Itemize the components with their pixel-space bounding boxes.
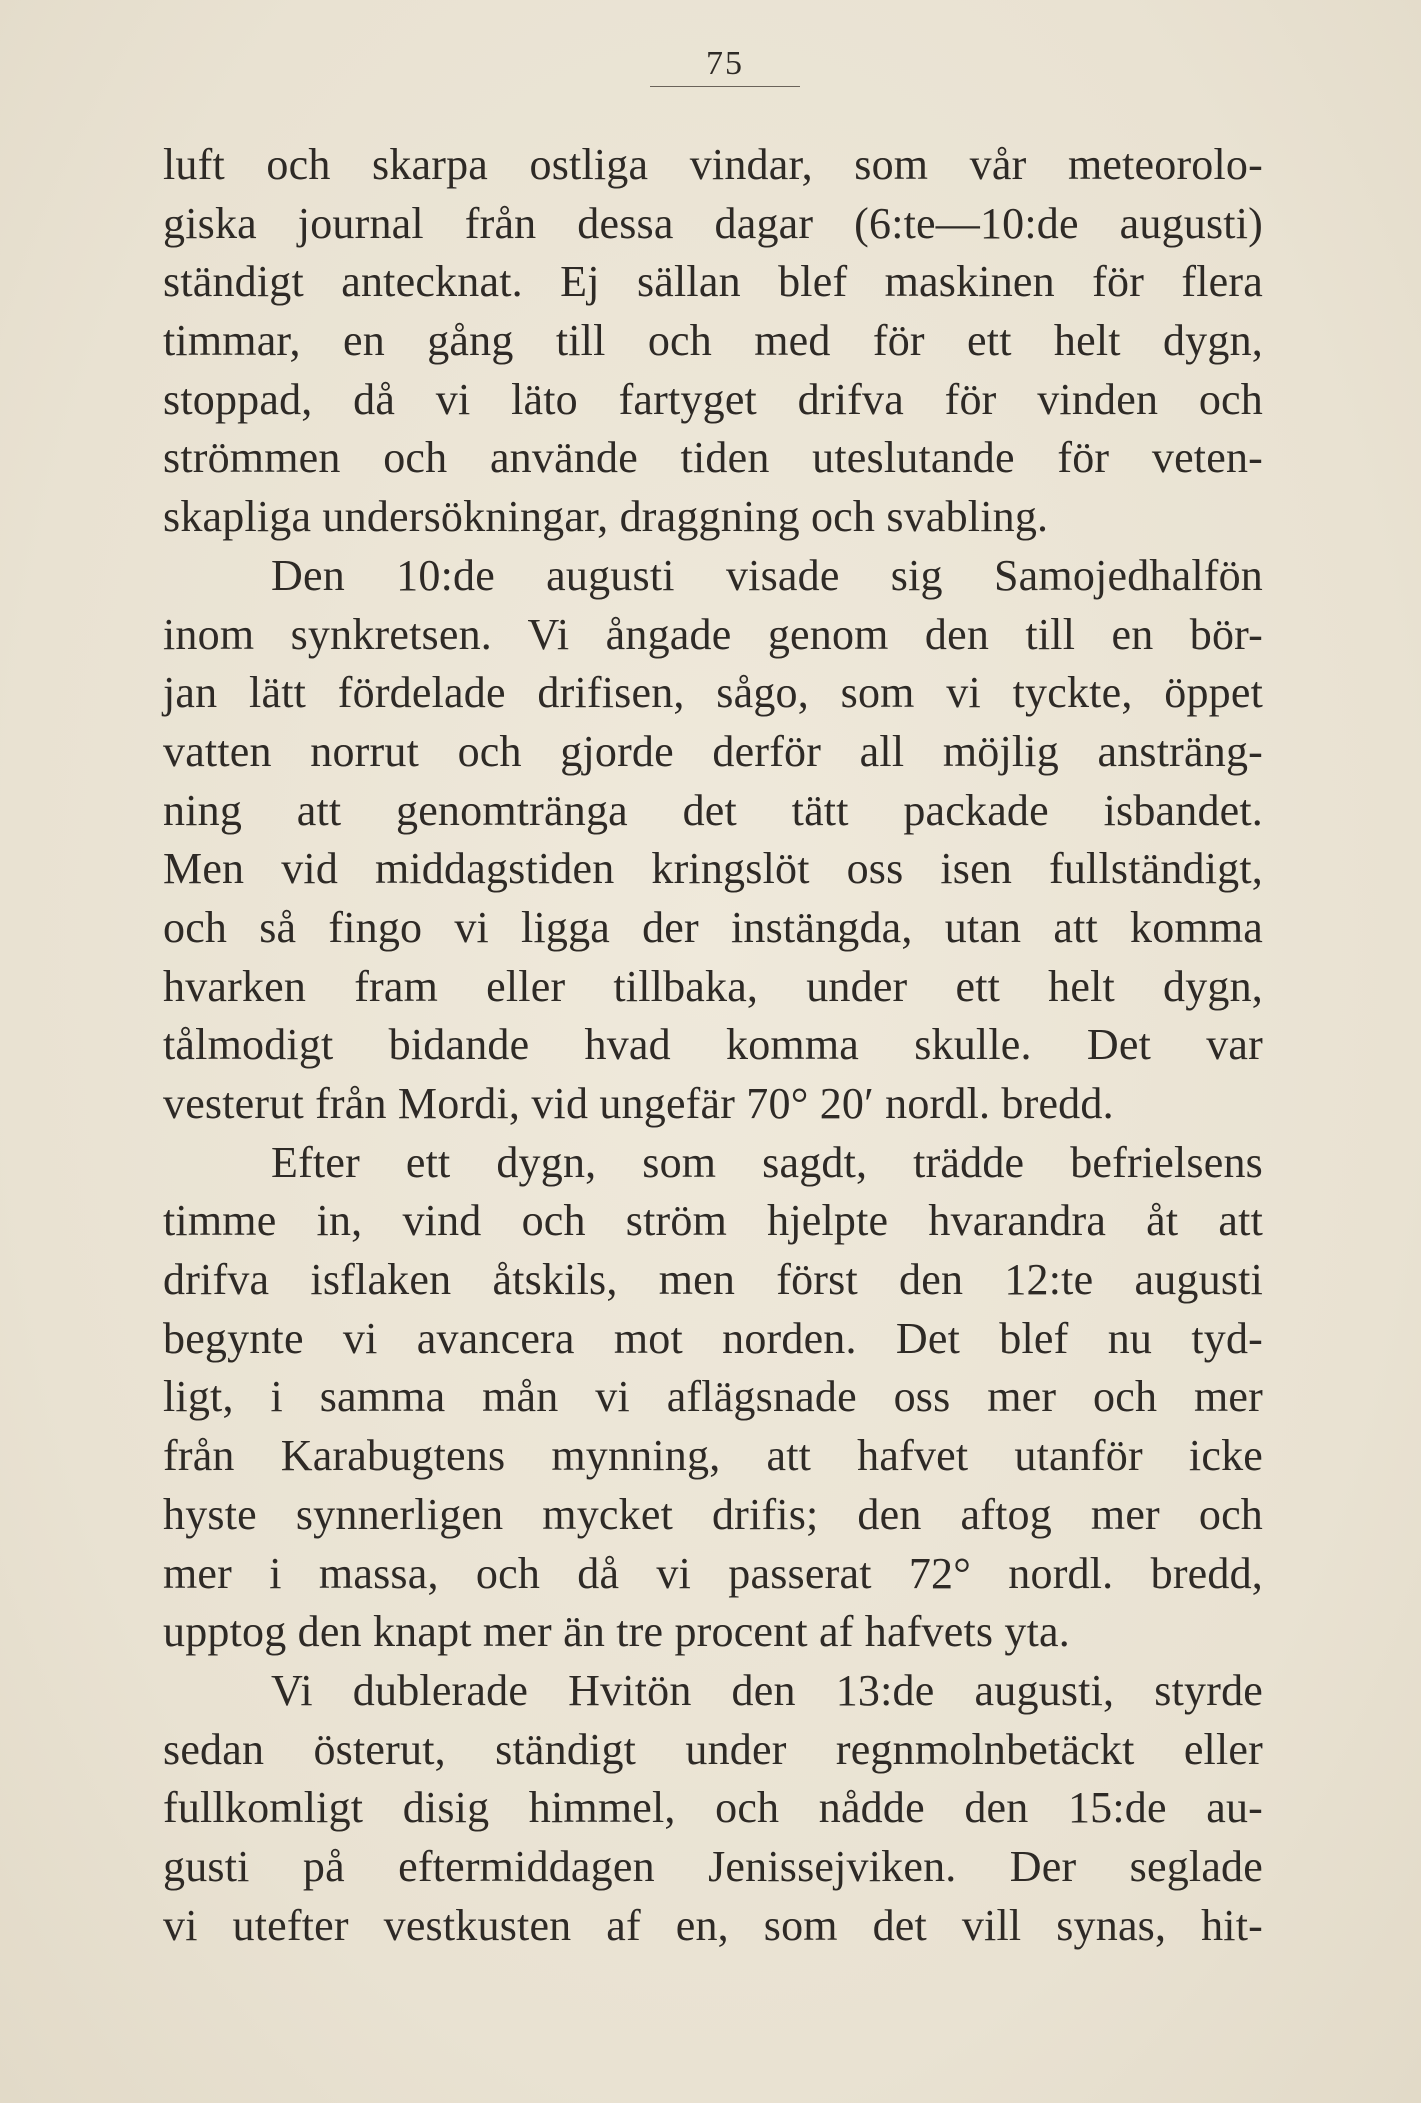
text-line: upptog den knapt mer än tre procent af hafvets yta. <box>163 1607 1070 1657</box>
text-line: begynte vi avancera mot norden. Det blef nu tyd- <box>163 1313 1263 1363</box>
text-line: ständigt antecknat. Ej sällan blef maskinen för flera <box>163 257 1263 307</box>
text-line: vi utefter vestkusten af en, som det vill synas, hit- <box>163 1900 1263 1950</box>
text-line: giska journal från dessa dagar (6:te—10:de augusti) <box>163 198 1263 248</box>
text-line: Efter ett dygn, som sagdt, trädde befrielsens <box>271 1137 1263 1187</box>
text-line: vatten norrut och gjorde derför all möjlig ansträng- <box>163 726 1263 776</box>
text-line: fullkomligt disig himmel, och nådde den 15:de au- <box>163 1783 1263 1833</box>
text-line: från Karabugtens mynning, att hafvet utanför icke <box>163 1431 1263 1481</box>
text-line: mer i massa, och då vi passerat 72° nordl. bredd, <box>163 1548 1263 1598</box>
text-line: Vi dublerade Hvitön den 13:de augusti, styrde <box>271 1665 1263 1715</box>
text-line: ning att genomtränga det tätt packade isbandet. <box>163 785 1263 835</box>
text-line: tålmodigt bidande hvad komma skulle. Det var <box>163 1020 1263 1070</box>
text-line: Den 10:de augusti visade sig Samojedhalfön <box>271 550 1263 600</box>
text-line: jan lätt fördelade drifisen, sågo, som vi tyckte, öppet <box>163 668 1263 718</box>
text-line: timme in, vind och ström hjelpte hvarandra åt att <box>163 1196 1263 1246</box>
text-line: Men vid middagstiden kringslöt oss isen fullständigt, <box>163 844 1263 894</box>
page-header <box>650 44 800 87</box>
text-line: gusti på eftermiddagen Jenissejviken. Der seglade <box>163 1841 1263 1891</box>
text-line: hvarken fram eller tillbaka, under ett helt dygn, <box>163 961 1263 1011</box>
text-line: strömmen och använde tiden uteslutande för veten- <box>163 433 1263 483</box>
page-number: 75 <box>706 45 744 82</box>
text-line: skapliga undersökningar, draggning och svabling. <box>163 492 1049 542</box>
text-line: hyste synnerligen mycket drifis; den aftog mer och <box>163 1489 1263 1539</box>
text-line: luft och skarpa ostliga vindar, som vår meteorolo- <box>163 140 1263 189</box>
text-line: stoppad, då vi läto fartyget drifva för vinden och <box>163 374 1263 424</box>
body-text <box>163 136 1263 1955</box>
text-line: sedan österut, ständigt under regnmolnbetäckt eller <box>163 1724 1263 1774</box>
text-line: och så fingo vi ligga der instängda, utan att komma <box>163 902 1263 952</box>
text-line: timmar, en gång till och med för ett helt dygn, <box>163 316 1263 366</box>
text-line: drifva isflaken åtskils, men först den 12:te augusti <box>163 1255 1263 1305</box>
text-line: ligt, i samma mån vi aflägsnade oss mer och mer <box>163 1372 1263 1422</box>
text-line: vesterut från Mordi, vid ungefär 70° 20′ nordl. bredd. <box>163 1079 1114 1128</box>
page-number-rule <box>650 86 800 87</box>
text-line: inom synkretsen. Vi ångade genom den till en bör- <box>163 609 1263 659</box>
